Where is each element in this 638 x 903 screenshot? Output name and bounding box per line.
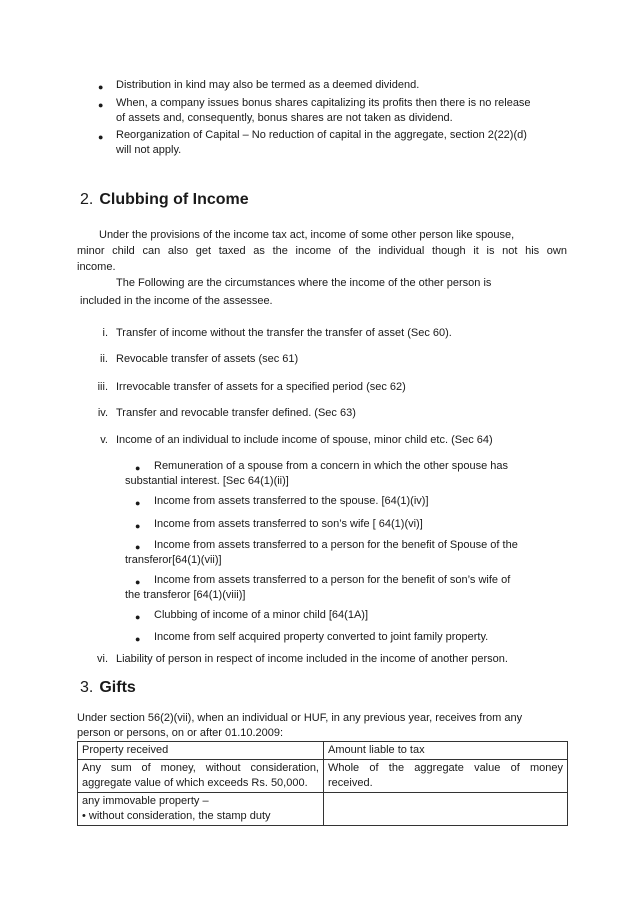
bullet-dot: ● <box>135 542 141 552</box>
intro-bullet-3-line-1: Reorganization of Capital – No reduction of capital in the aggregate, section 2(22)(d) <box>116 129 527 141</box>
list-item: Liability of person in respect of income included in the income of another person. <box>116 653 508 665</box>
table-cell: Any sum of money, without consideration, aggregate value of which exceeds Rs. 50,000. <box>78 760 324 793</box>
intro-bullet-1: Distribution in kind may also be termed as a deemed dividend. <box>116 79 420 91</box>
list-item: Transfer and revocable transfer defined. (Sec 63) <box>116 407 356 419</box>
sub-bullet-cont: substantial interest. [Sec 64(1)(ii)] <box>125 475 289 487</box>
table-header-cell: Amount liable to tax <box>324 742 568 760</box>
bullet-dot: ● <box>98 82 104 92</box>
section-number: 3. <box>80 679 94 696</box>
sub-bullet: Clubbing of income of a minor child [64(1A)] <box>154 609 368 621</box>
bullet-dot: ● <box>135 634 141 644</box>
intro-bullet-3-line-2: will not apply. <box>116 144 182 156</box>
sub-bullet: Income from assets transferred to the spouse. [64(1)(iv)] <box>154 495 429 507</box>
sub-bullet: Income from assets transferred to a person for the benefit of Spouse of the <box>154 539 518 551</box>
para-line: The Following are the circumstances where the income of the other person is <box>116 277 492 289</box>
sub-bullet: Income from self acquired property converted to joint family property. <box>154 631 489 643</box>
list-item: Income of an individual to include income of spouse, minor child etc. (Sec 64) <box>116 434 493 446</box>
section-heading-gifts <box>80 678 136 698</box>
section-title: Gifts <box>99 679 136 696</box>
list-item: Irrevocable transfer of assets for a specified period (sec 62) <box>116 381 406 393</box>
bullet-dot: ● <box>135 521 141 531</box>
item-number: ii. <box>100 353 108 365</box>
sub-bullet-cont: transferor[64(1)(vii)] <box>125 554 222 566</box>
section-title: Clubbing of Income <box>99 191 249 208</box>
section-heading-clubbing <box>80 190 249 210</box>
bullet-dot: ● <box>135 463 141 473</box>
item-number: iii. <box>97 381 108 393</box>
item-number: v. <box>100 434 108 446</box>
gifts-table <box>77 741 568 826</box>
table-cell <box>324 793 568 826</box>
sub-bullet: Income from assets transferred to son’s wife [ 64(1)(vi)] <box>154 518 423 530</box>
intro-bullet-2-line-2: of assets and, consequently, bonus shares are not taken as dividend. <box>116 112 453 124</box>
bullet-dot: ● <box>135 498 141 508</box>
item-number: iv. <box>97 407 108 419</box>
table-header-cell: Property received <box>78 742 324 760</box>
para-line: minor child can also get taxed as the income of the individual though it is not his own <box>77 245 567 257</box>
para-line: income. <box>77 261 116 273</box>
para-line: person or persons, on or after 01.10.2009: <box>77 727 284 739</box>
bullet-dot: ● <box>135 612 141 622</box>
bullet-dot: ● <box>98 132 104 142</box>
bullet-dot: ● <box>135 577 141 587</box>
sub-bullet: Income from assets transferred to a person for the benefit of son’s wife of <box>154 574 511 586</box>
table-cell: any immovable property – • without consideration, the stamp duty <box>78 793 324 826</box>
list-item: Revocable transfer of assets (sec 61) <box>116 353 299 365</box>
sub-bullet: Remuneration of a spouse from a concern in which the other spouse has <box>154 460 509 472</box>
table-cell: Whole of the aggregate value of money received. <box>324 760 568 793</box>
para-line: Under section 56(2)(vii), when an individual or HUF, in any previous year, receives from any <box>77 712 523 724</box>
list-item: Transfer of income without the transfer the transfer of asset (Sec 60). <box>116 327 452 339</box>
section-number: 2. <box>80 191 94 208</box>
intro-bullet-2-line-1: When, a company issues bonus shares capitalizing its profits then there is no release <box>116 97 531 109</box>
table-row <box>78 760 568 793</box>
para-line: Under the provisions of the income tax act, income of some other person like spouse, <box>99 229 515 241</box>
item-number: vi. <box>97 653 108 665</box>
para-line: included in the income of the assessee. <box>80 295 273 307</box>
sub-bullet-cont: the transferor [64(1)(viii)] <box>125 589 246 601</box>
table-header-row <box>78 742 568 760</box>
item-number: i. <box>102 327 108 339</box>
bullet-dot: ● <box>98 100 104 110</box>
table-row <box>78 793 568 826</box>
